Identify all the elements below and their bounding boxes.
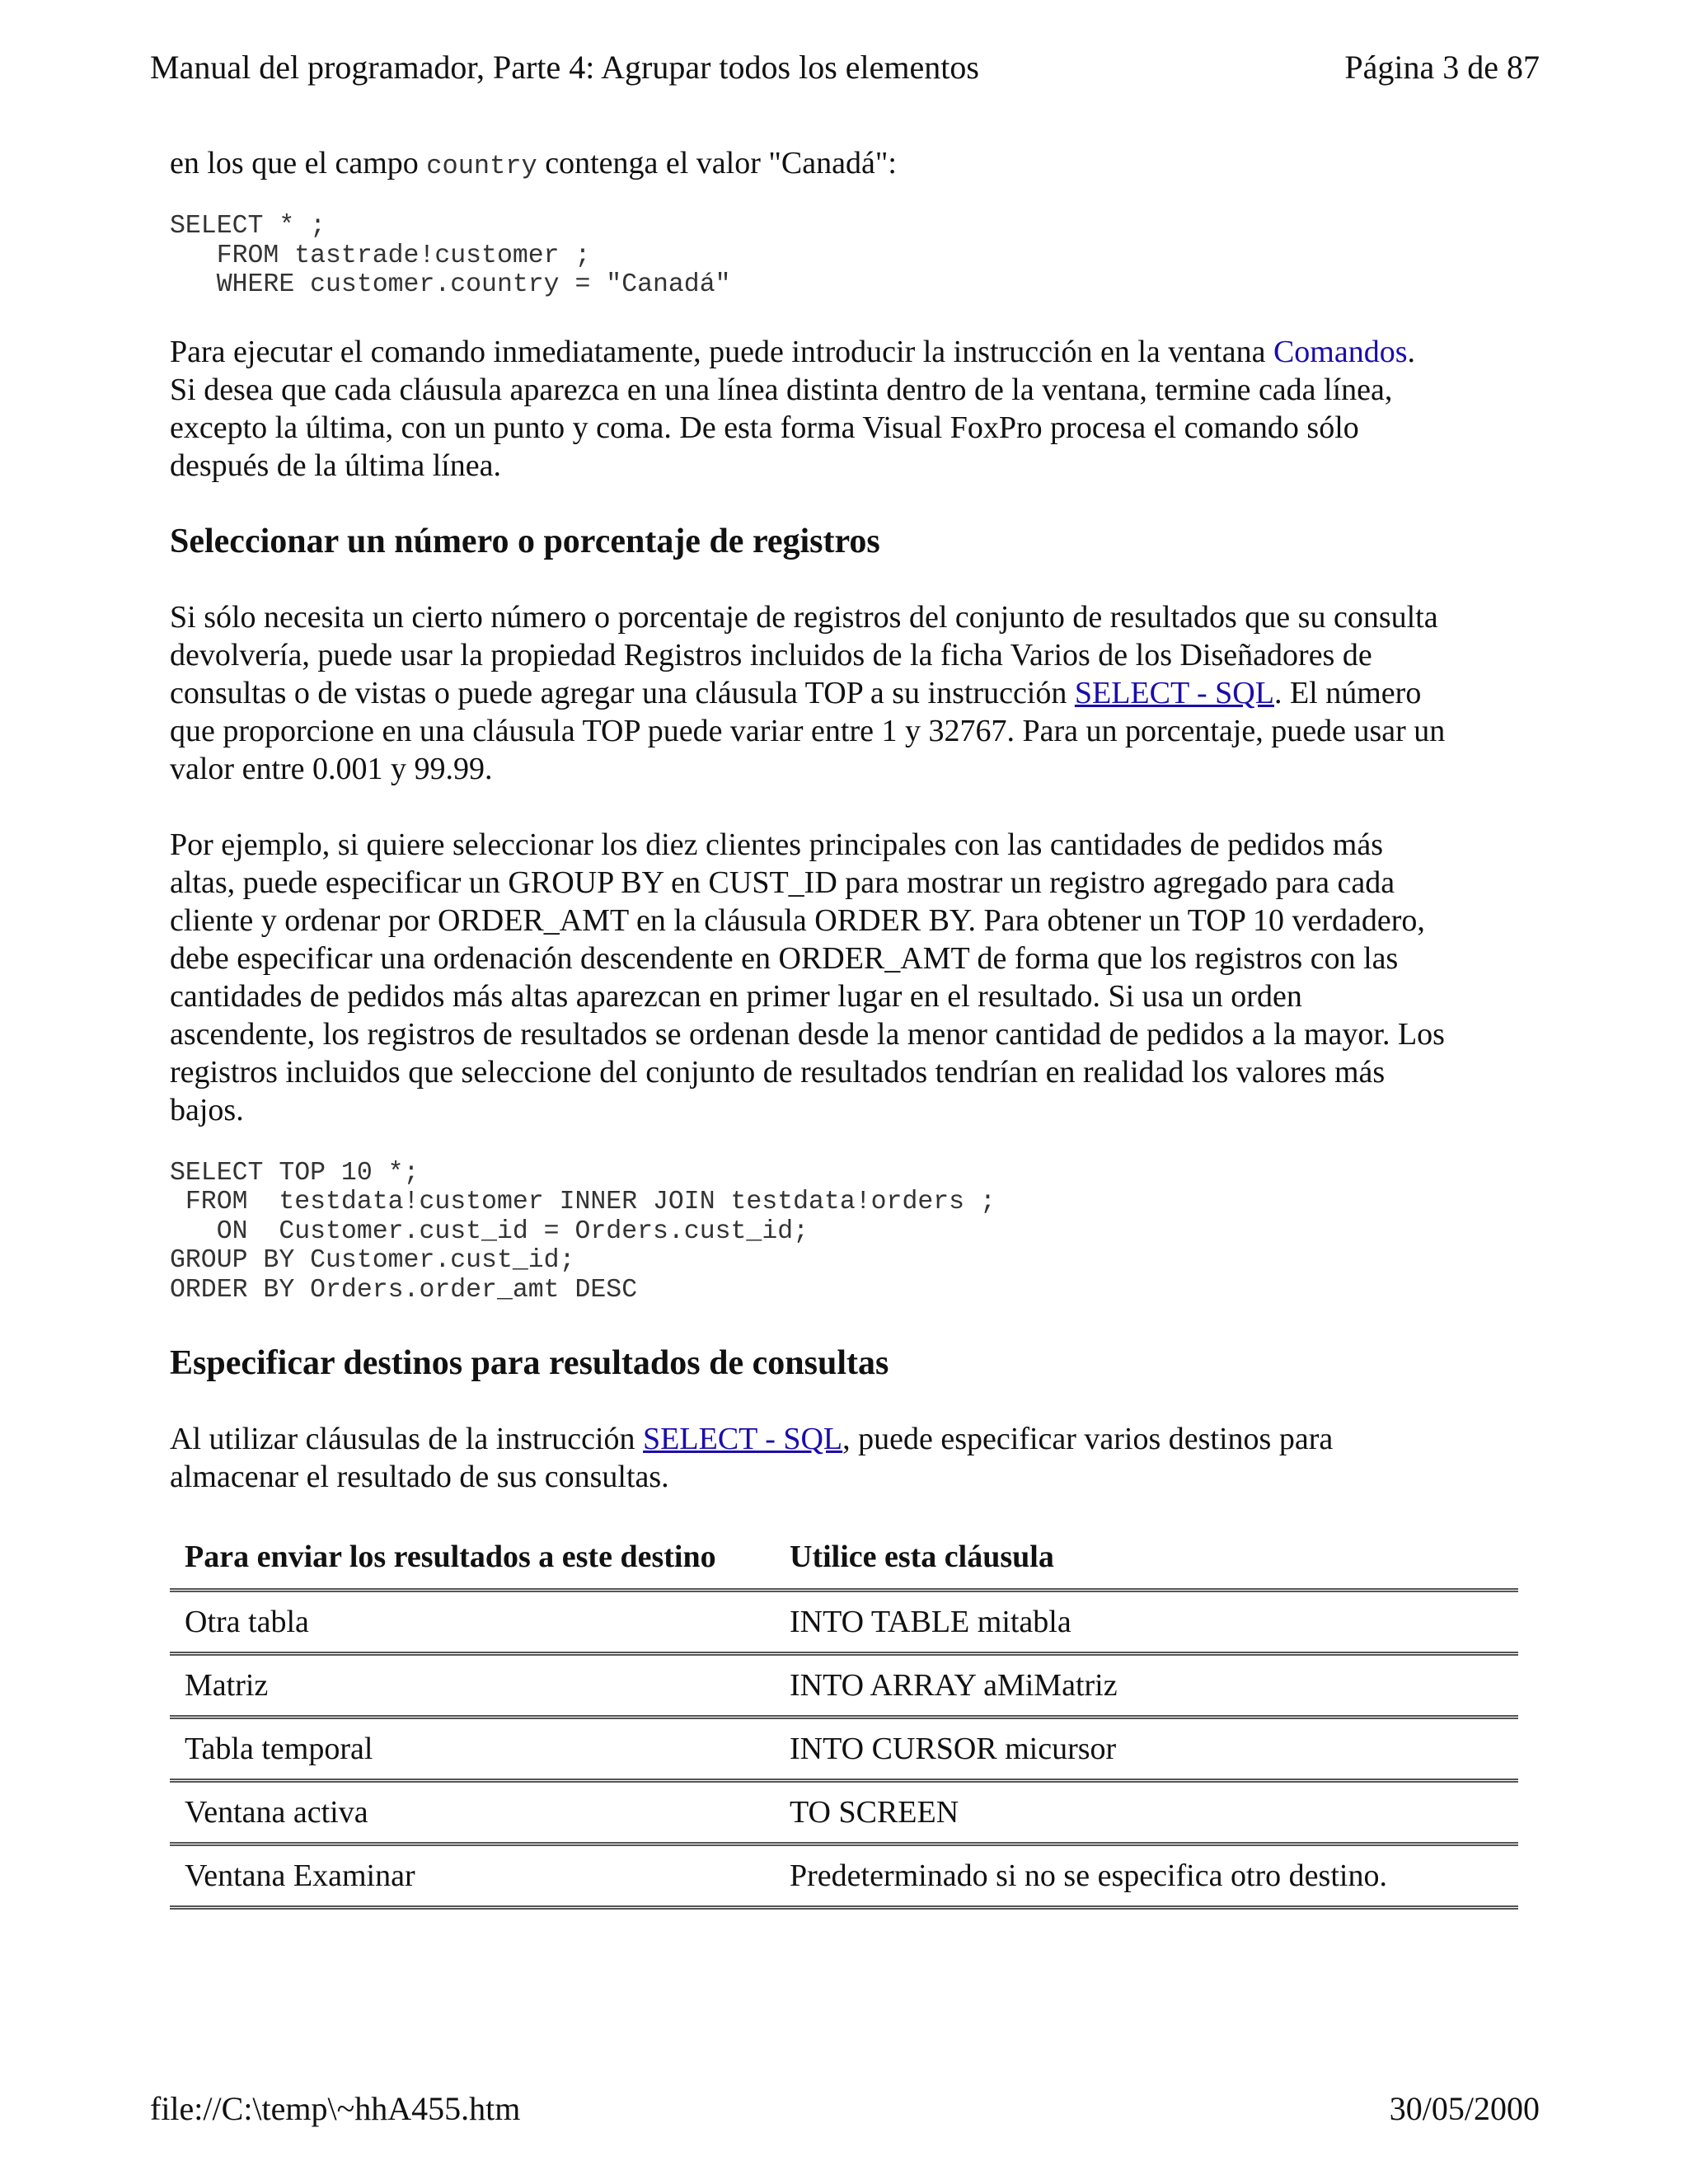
table-header-row [170,1539,1518,1591]
select-sql-link-2[interactable]: SELECT - SQL [643,1422,843,1456]
table-row [170,1654,1518,1718]
column-header-clause: Utilice esta cláusula [775,1539,1518,1591]
column-header-destination: Para enviar los resultados a este destino [170,1539,775,1591]
table-cell-clause: INTO ARRAY aMiMatriz [775,1654,1518,1718]
code-block-select-customer: SELECT * ; FROM tastrade!customer ; WHERE customer.country = "Canadá" [170,212,731,299]
table-row [170,1781,1518,1844]
table-cell-destination: Otra tabla [170,1591,775,1654]
select-sql-link[interactable]: SELECT - SQL [1074,675,1274,710]
destinations-paragraph: Al utilizar cláusulas de la instrucción SELECT - SQL, puede especificar varios destinos para almacenar el resultado de sus consultas. [170,1422,1334,1494]
section-title-destinations: Especificar destinos para resultados de consultas [170,1344,889,1382]
section-title-top: Seleccionar un número o porcentaje de registros [170,522,880,560]
document-title: Manual del programador, Parte 4: Agrupar todos los elementos [150,49,979,86]
intro-paragraph: en los que el campo country contenga el valor "Canadá": [170,146,897,181]
page-number: Página 3 de 87 [1344,49,1540,86]
comandos-link[interactable]: Comandos [1273,334,1408,369]
table-cell-destination: Tabla temporal [170,1718,775,1781]
inline-code-country: country [426,151,537,181]
page-content [170,144,1522,1910]
table-row [170,1844,1518,1908]
page-footer [150,2089,1540,2129]
table-cell-clause: Predeterminado si no se especifica otro destino. [775,1844,1518,1908]
code-block-select-top: SELECT TOP 10 *; FROM testdata!customer INNER JOIN testdata!orders ; ON Customer.cust_id = Orders.cust_id; GROUP BY Customer.cust_id; ORDER BY Orders.order_amt DESC [170,1158,996,1305]
table-cell-clause: INTO TABLE mitabla [775,1591,1518,1654]
table-cell-destination: Ventana activa [170,1781,775,1844]
table-row [170,1591,1518,1654]
page-header [150,48,1540,87]
file-path: file://C:\temp\~hhA455.htm [150,2090,521,2127]
example-paragraph: Por ejemplo, si quiere seleccionar los diez clientes principales con las cantidades de pedidos más altas, puede especificar un GROUP BY en CUST_ID para mostrar un registro agregado para cada cliente y ordenar por ORDER_AMT en la cláusula ORDER BY. Para obtener un TOP 10 verdadero, debe especificar una ordenación descendente en ORDER_AMT de forma que los registros con las cantidades de pedidos más altas aparezcan en primer lugar en el resultado. Si usa un orden ascendente, los registros de resultados se ordenan desde la menor cantidad de pedidos a la mayor. Los registros incluidos que seleccione del conjunto de resultados tendrían en realidad los valores más bajos. [170,827,1445,1127]
table-cell-destination: Matriz [170,1654,775,1718]
top-clause-paragraph: Si sólo necesita un cierto número o porcentaje de registros del conjunto de resultados que su consulta devolvería, puede usar la propiedad Registros incluidos de la ficha Varios de los Diseñadores de consultas o de vistas o puede agregar una cláusula TOP a su instrucción SELECT - SQL. El número que proporcione en una cláusula TOP puede variar entre 1 y 32767. Para un porcentaje, puede usar un valor entre 0.001 y 99.99. [170,599,1446,786]
destinations-table [170,1539,1518,1910]
table-cell-clause: INTO CURSOR micursor [775,1718,1518,1781]
exec-paragraph: Para ejecutar el comando inmediatamente, puede introducir la instrucción en la ventana Comandos. Si desea que cada cláusula aparezca en una línea distinta dentro de la ventana, termine cada línea, excepto la última, con un punto y coma. De esta forma Visual FoxPro procesa el comando sólo después de la última línea. [170,334,1416,483]
table-cell-destination: Ventana Examinar [170,1844,775,1908]
table-row [170,1718,1518,1781]
table-cell-clause: TO SCREEN [775,1781,1518,1844]
print-date: 30/05/2000 [1389,2090,1540,2127]
